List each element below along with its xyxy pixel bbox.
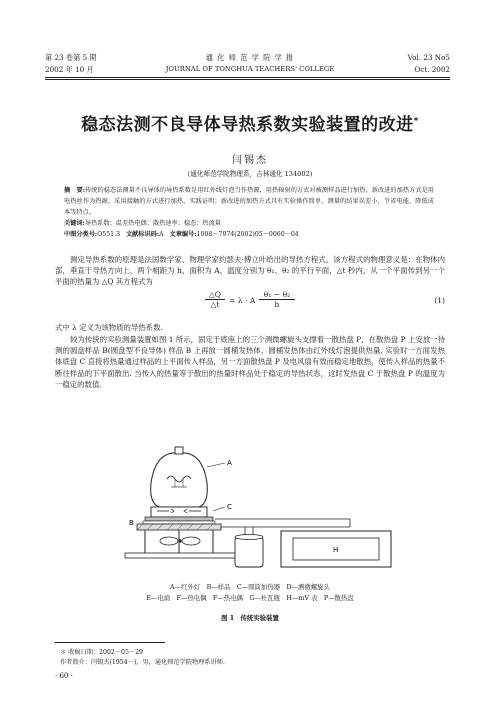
- article-no-value: 1008－7974(2002)05－0060－04: [196, 231, 299, 238]
- eq-lhs-denominator: △t: [210, 300, 220, 309]
- publication-date: 2002 年 10 月: [45, 65, 94, 74]
- received-date: ＊ 收稿日期：2002－05－29: [60, 649, 143, 656]
- date-en: Oct. 2002: [414, 65, 450, 74]
- eq-lhs-numerator: △Q: [208, 290, 222, 299]
- abstract-text: 传统的稳态法测量不良导体的导热系数是用红外线灯泡当作热源，用热辐射的方式对被测样品进行加热，新改进的加热方式是用电热丝作为热源，采用接触的方式进行加热，实践证明；新改进的加热方式具有实验操作简单，测量的结果误差小，节省电能，降低成本等特点。: [64, 187, 434, 216]
- label-h: H: [333, 546, 339, 554]
- article-no-label: 文章编号:: [169, 231, 197, 238]
- classification-line: [64, 229, 444, 240]
- eq-rhs-numerator: θ₁ − θ₂: [263, 290, 291, 299]
- doc-code-value: A: [159, 231, 164, 238]
- figure-legend-1: A—红外灯 B—样品 C—圆筒加热器 D—测微螺旋头: [170, 583, 330, 591]
- header-rule-1: [45, 77, 450, 78]
- label-c: C: [227, 503, 232, 511]
- infrared-lamp: [151, 447, 208, 507]
- heat-dissipation-plate: [137, 524, 221, 530]
- label-c-leader: [213, 507, 225, 511]
- equation-1: [55, 290, 445, 318]
- doc-code-label: 文献标识码:: [125, 231, 160, 238]
- micrometer-screws: [125, 530, 235, 558]
- label-a-leader: [207, 463, 225, 467]
- keywords: [64, 218, 434, 229]
- clc-label: 中图分类号:: [64, 231, 98, 238]
- keywords-label: 关键词:: [64, 220, 85, 227]
- paragraph-3: 较为传统的实验测量装置如图 1 所示，固定于底座上的三个测微螺旋头支撑着一散热盘 P，在散热盘 P 上安放一待测的圆盘样品 B(圆盘型不良导体) 样品 B 上再放一圆桶发热体，圆桶发热体由红外线灯泡提供热量. 实验时一方面发热体底盘 C 直接将热量通过样品的上平面传入样品，另一方面散热盘 P 及电风扇有效而稳定地散热，使传入样品的热量不断往样品的下平面散出. 当传入的热量等于散出的热量时样品处于稳定的导热状态，这时发热盘 C 于散热盘 P 的温度为一稳定的数值.: [55, 335, 445, 389]
- paragraph-1: 测定导热系数的原理是法国数学家、物理学家约瑟夫·傅立叶给出的导热方程式，该方程式的物理意义是：在物体内部，垂直于导热方向上，两个相距为 h，面积为 A，温度分别为 θ₁、θ₂ 的平行平面，△t 秒内，从一个平面传到另一个平面的热量为 △Q 其方程式为: [55, 255, 445, 287]
- sample-disc: [143, 521, 215, 524]
- abstract-label: 摘 要:: [64, 187, 85, 194]
- electric-fan: [160, 537, 200, 545]
- label-a: A: [227, 459, 232, 467]
- dewar-flask: [235, 535, 263, 568]
- figure-caption: 图 1 传统实验装置: [221, 614, 279, 622]
- figure-1-diagram: [95, 445, 415, 580]
- equation-number: (1): [434, 296, 445, 305]
- header-rule-2: [45, 79, 450, 80]
- author-bio: 作者简介：闫锡杰(1954－)，男，通化师范学院物理系讲师.: [60, 659, 225, 666]
- page-number: · 60 ·: [55, 672, 73, 680]
- footnote-rule: [55, 642, 165, 643]
- article-title: [40, 110, 460, 135]
- journal-name-en: JOURNAL OF TONGHUA TEACHERS' COLLEGE: [165, 65, 335, 73]
- eq-middle: = λ · A: [229, 296, 256, 305]
- volume-en: Vol. 23 No5: [407, 53, 450, 62]
- eq-rhs-denominator: h: [274, 300, 280, 309]
- article-title-text: 稳态法测不良导体导热系数实验装置的改进: [81, 115, 414, 135]
- volume-issue: 第 23 卷第 5 期: [45, 53, 97, 62]
- journal-name-cn: 通 化 师 范 学 院 学 报: [205, 53, 295, 62]
- figure-legend-2: E—电扇 F—热电偶 F—热电偶 G—杜瓦瓶 H—mV 表 P—散热盘: [146, 594, 354, 602]
- cylinder-heater: [145, 507, 213, 521]
- abstract: [64, 185, 434, 218]
- paragraph-2: 式中 λ 定义为该物质的导热系数.: [55, 323, 163, 332]
- author-name: 闫锡杰: [232, 155, 268, 166]
- keywords-text: 导热系数；温差热电偶；散热速率；稳态；热流量: [84, 220, 221, 227]
- label-b: B: [129, 519, 134, 527]
- title-footnote-mark: *: [413, 116, 419, 127]
- clc-value: O551.3: [97, 231, 121, 238]
- author-affiliation: (通化师范学院物理系，吉林通化 134002): [187, 170, 313, 178]
